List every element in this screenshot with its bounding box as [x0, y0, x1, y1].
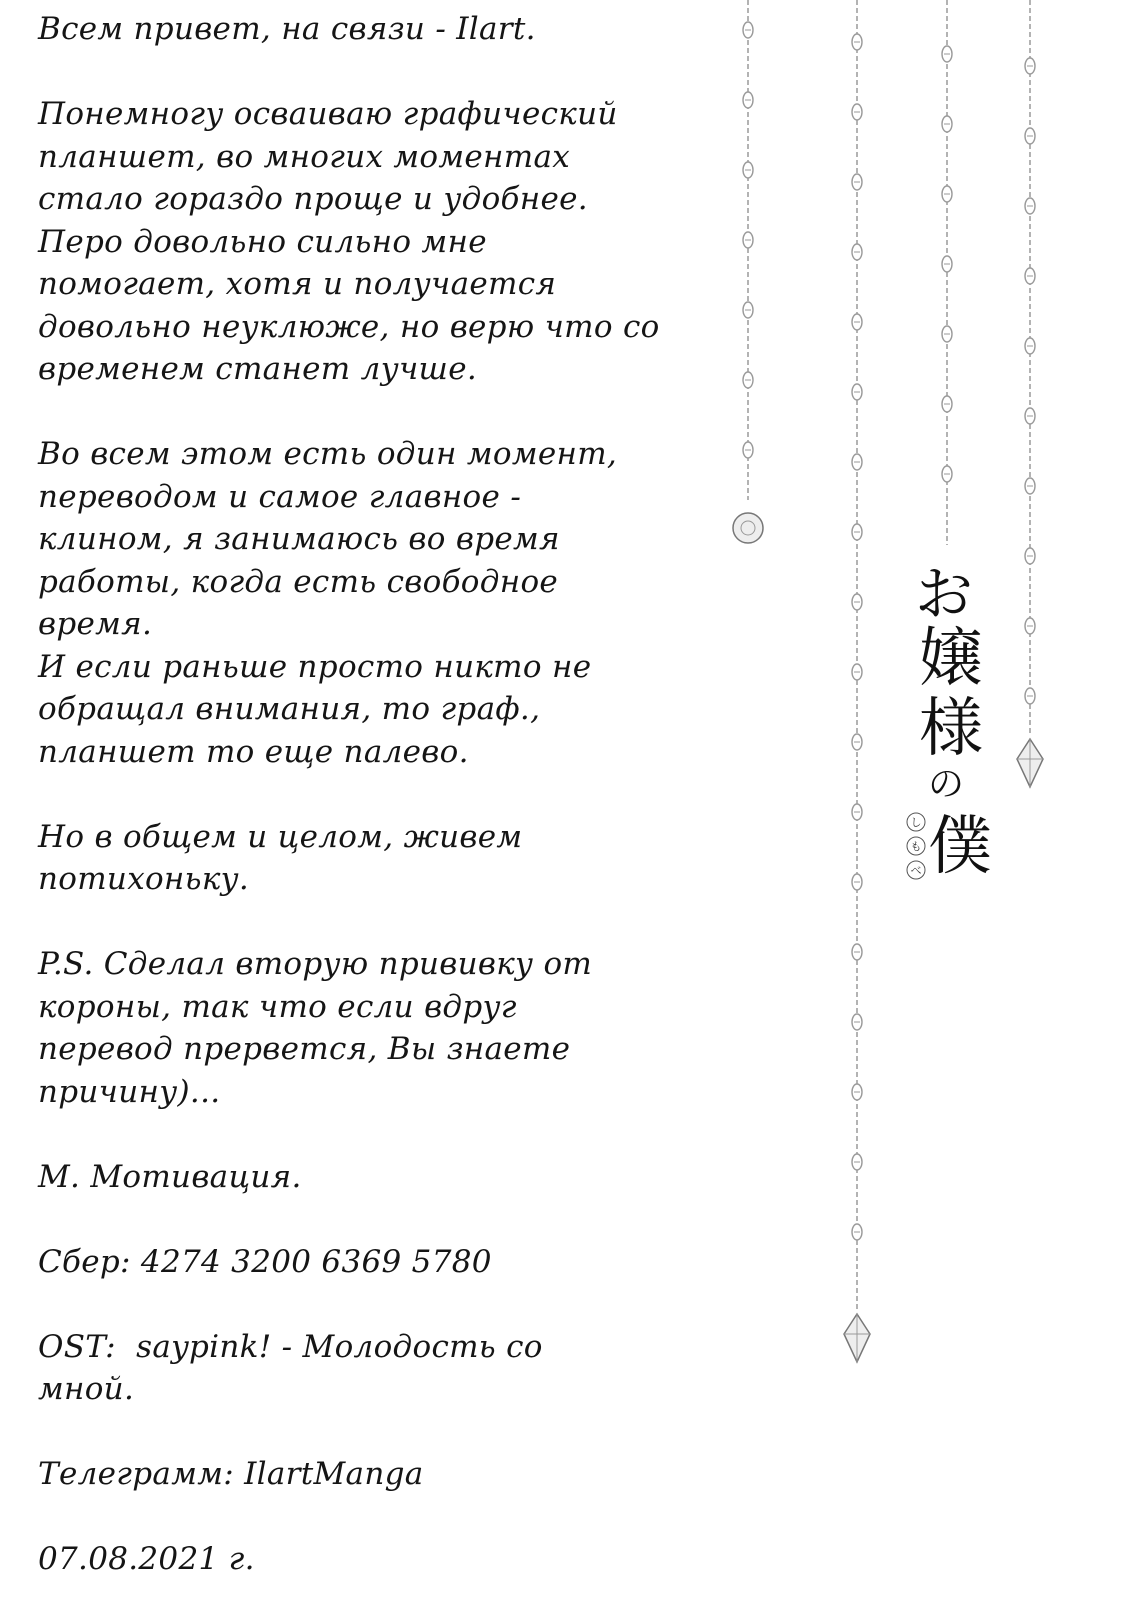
logo-kanji-sama: 様 [919, 692, 983, 766]
note-line: работы, когда есть свободное [38, 563, 559, 600]
note-line: короны, так что если вдруг [38, 988, 517, 1025]
note-line: планшет то еще палево. [38, 733, 469, 770]
logo-kanji-boku: 僕 [928, 810, 992, 884]
note-line: время. [38, 606, 153, 642]
furigana-mo: も [910, 840, 922, 853]
note-line: клином, я занимаюсь во время [38, 521, 560, 557]
telegram-line: Телеграмм: IlartManga [38, 1456, 424, 1492]
note-line: потихоньку. [38, 861, 250, 897]
hanging-chain [1017, 0, 1043, 787]
note-line: И если раньше просто никто не [38, 648, 592, 685]
series-title-logo [906, 560, 996, 890]
note-line: перевод прервется, Вы знаете [38, 1031, 571, 1067]
note-line: Но в общем и целом, живем [38, 818, 523, 855]
note-line: Перо довольно сильно мне [38, 223, 487, 260]
note-line: Понемногу осваиваю графический [38, 96, 618, 132]
crystal-pendant [733, 513, 763, 543]
note-line: планшет, во многих моментах [38, 138, 571, 175]
hanging-chain [942, 0, 952, 545]
note-line: переводом и самое главное - [38, 478, 522, 515]
logo-kanji-o: お [914, 560, 974, 628]
hanging-chain [733, 0, 763, 543]
note-line: обращал внимания, то граф., [38, 691, 541, 727]
furigana-shi: し [910, 816, 922, 829]
note-line: Во всем этом есть один момент, [38, 436, 618, 472]
note-line: P.S. Сделал вторую прививку от [38, 946, 593, 982]
note-line: довольно неуклюже, но верю что со [38, 308, 660, 345]
note-line: стало гораздо проще и удобнее. [38, 181, 588, 217]
sber-card-line: Сбер: 4274 3200 6369 5780 [38, 1243, 492, 1280]
note-line: временем станет лучше. [38, 351, 478, 387]
date-line: 07.08.2021 г. [38, 1541, 255, 1577]
ost-line: мной. [38, 1371, 135, 1407]
motivation-line: М. Мотивация. [38, 1158, 302, 1195]
greeting-line: Всем привет, на связи - Ilart. [38, 11, 536, 47]
hanging-chain [844, 0, 870, 1362]
logo-furigana [907, 813, 925, 879]
logo-kana-no: の [927, 764, 965, 805]
furigana-be: べ [910, 864, 922, 877]
logo-kanji-jou: 嬢 [919, 622, 983, 696]
note-line: причину)... [38, 1073, 221, 1110]
note-line: помогает, хотя и получается [38, 266, 557, 302]
ost-line: OST: saypink! - Молодость со [38, 1328, 543, 1365]
